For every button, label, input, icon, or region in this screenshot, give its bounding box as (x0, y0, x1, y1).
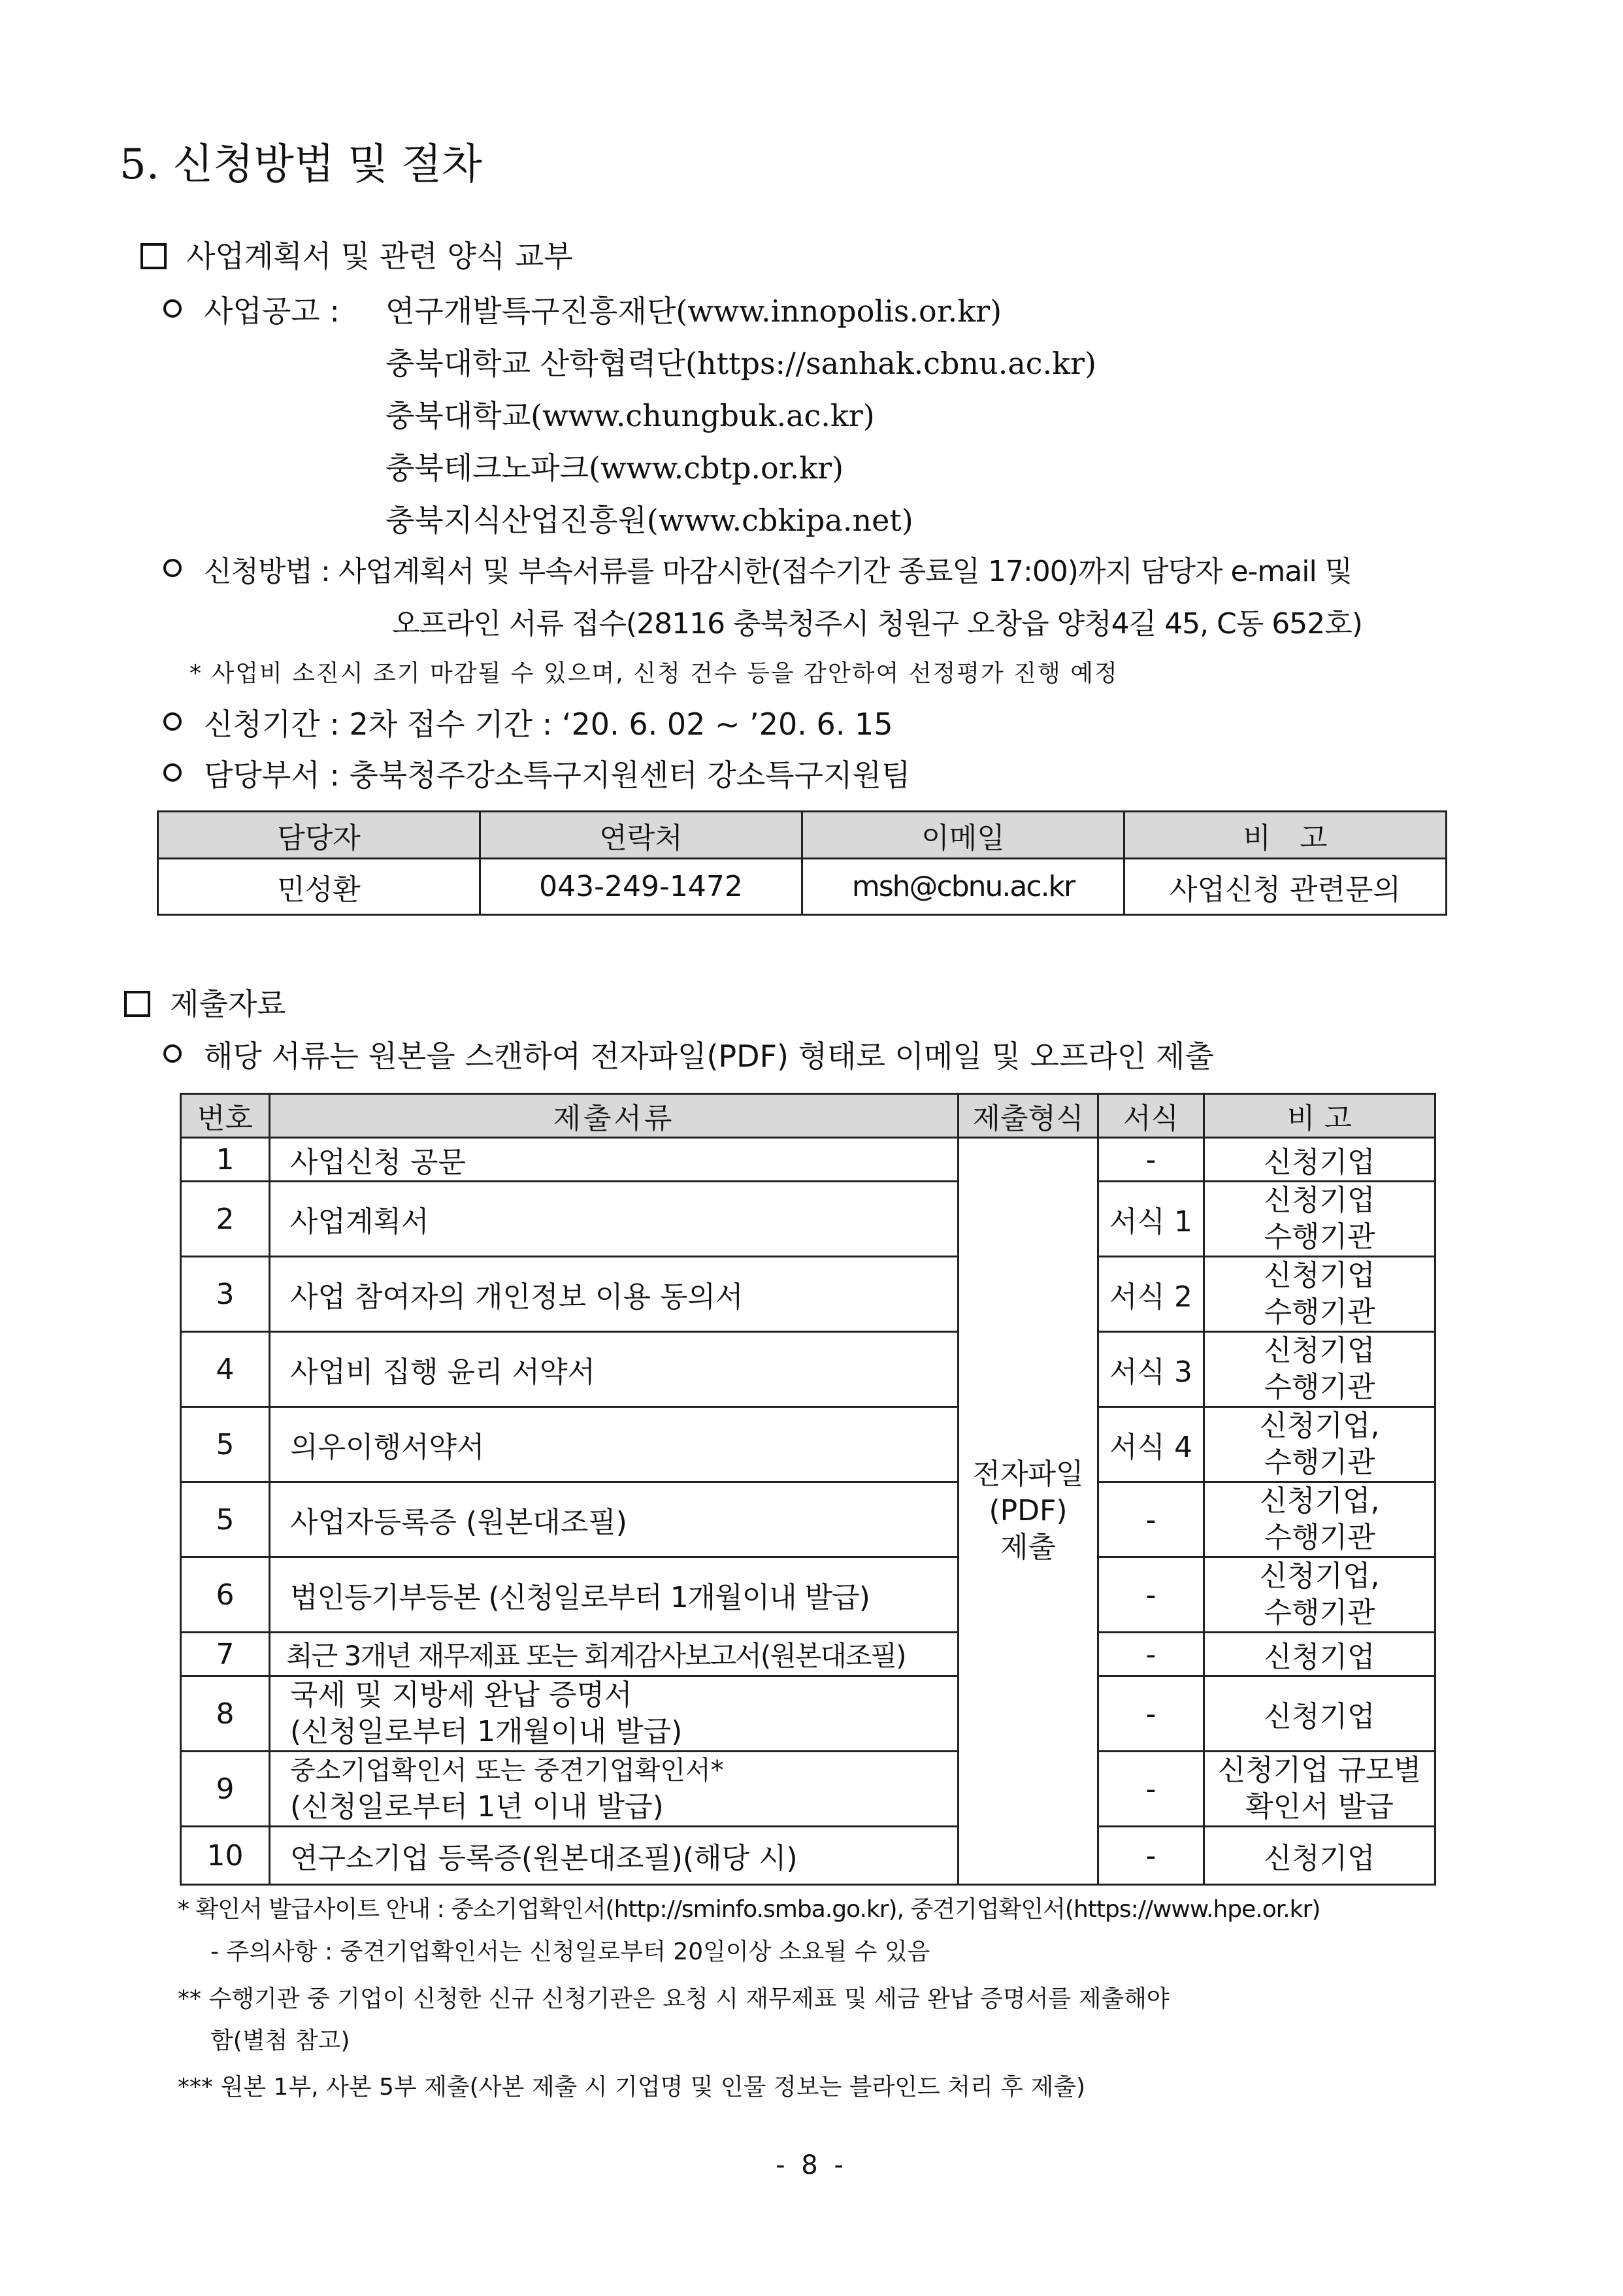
row-note: 신청기업 (1204, 1676, 1435, 1752)
circle-bullet-icon (163, 1044, 182, 1063)
row-form: - (1098, 1633, 1204, 1676)
row-note (1204, 1257, 1435, 1332)
announce-site-1: 연구개발특구진흥재단(www.innopolis.or.kr) (385, 293, 1002, 329)
contact-header-remark: 비 고 (1124, 812, 1447, 859)
row-doc: 최근 3개년 재무제표 또는 회계감사보고서(원본대조필) (270, 1633, 959, 1676)
row-note: 신청기업 (1204, 1633, 1435, 1676)
row-doc (270, 1752, 959, 1827)
row-note (1204, 1407, 1435, 1482)
row-no: 8 (181, 1676, 270, 1752)
note-line: 신청기업, (1259, 1484, 1380, 1518)
contact-person: 민성환 (158, 859, 480, 915)
row-note (1204, 1182, 1435, 1257)
circle-bullet-icon (163, 559, 182, 577)
row-no: 4 (181, 1332, 270, 1407)
contact-table-header (158, 812, 1447, 859)
row-doc: 법인등기부등본 (신청일로부터 1개월이내 발급) (270, 1557, 959, 1633)
header-no: 번호 (181, 1094, 270, 1138)
note-line: 수행기관 (1264, 1220, 1375, 1254)
note-line: 수행기관 (1264, 1446, 1375, 1479)
table-row (181, 1557, 1435, 1633)
contact-remark: 사업신청 관련문의 (1124, 859, 1447, 915)
note-line: 수행기관 (1264, 1371, 1375, 1404)
row-note: 신청기업 (1204, 1827, 1435, 1885)
row-doc: 사업신청 공문 (270, 1138, 959, 1182)
row-form: 서식 1 (1098, 1182, 1204, 1257)
row-no: 10 (181, 1827, 270, 1885)
table-row (181, 1482, 1435, 1557)
submission-table-header (181, 1094, 1435, 1138)
section-title: 5. 신청방법 및 절차 (120, 141, 482, 189)
row-form: - (1098, 1827, 1204, 1885)
checkbox-square-icon (140, 243, 167, 269)
row-note (1204, 1332, 1435, 1407)
table-row (181, 1633, 1435, 1676)
header-note: 비 고 (1204, 1094, 1435, 1138)
row-no: 5 (181, 1482, 270, 1557)
header-doc: 제출서류 (270, 1094, 959, 1138)
contact-table-row (158, 859, 1447, 915)
table-row (181, 1138, 1435, 1182)
row-doc (270, 1676, 959, 1752)
format-line-3: 제출 (1000, 1531, 1056, 1564)
announce-label-line (163, 288, 340, 331)
circle-bullet-icon (163, 299, 182, 318)
note-line: 수행기관 (1264, 1596, 1375, 1629)
row-note: 신청기업 (1204, 1138, 1435, 1182)
contact-header-person: 담당자 (158, 812, 480, 859)
footnote-1: * 확인서 발급사이트 안내 : 중소기업확인서(http://sminfo.smba.go.kr), 중견기업확인서(https://www.hpe.or.kr) (178, 1896, 1320, 1923)
doc-line: 국세 및 지방세 완납 증명서 (290, 1678, 632, 1712)
row-no: 6 (181, 1557, 270, 1633)
row-form: 서식 3 (1098, 1332, 1204, 1407)
announce-site-4: 충북테크노파크(www.cbtp.or.kr) (385, 450, 844, 486)
note-line: 신청기업 (1264, 1334, 1375, 1367)
row-no: 5 (181, 1407, 270, 1482)
row-no: 3 (181, 1257, 270, 1332)
row-no: 9 (181, 1752, 270, 1827)
note-line: 수행기관 (1264, 1521, 1375, 1554)
subsection-heading-submission: 제출자료 (124, 980, 286, 1023)
row-doc: 사업 참여자의 개인정보 이용 동의서 (270, 1257, 959, 1332)
submission-intro: 해당 서류는 원본을 스캔하여 전자파일(PDF) 형태로 이메일 및 오프라인 제출 (163, 1033, 1214, 1076)
footnote-2: - 주의사항 : 중견기업확인서는 신청일로부터 20일이상 소요될 수 있음 (210, 1938, 930, 1965)
page-number: - 8 - (776, 2150, 847, 2180)
table-row (181, 1676, 1435, 1752)
note-line: 신청기업 규모별 (1217, 1754, 1422, 1787)
announce-label: 사업공고 : (204, 293, 340, 329)
row-doc: 연구소기업 등록증(원본대조필)(해당 시) (270, 1827, 959, 1885)
submission-table (180, 1093, 1436, 1886)
contact-table (157, 810, 1447, 916)
footnote-5: *** 원본 1부, 사본 5부 제출(사본 제출 시 기업명 및 인물 정보는 블라인드 처리 후 제출) (178, 2074, 1086, 2101)
subsection-heading-forms (140, 233, 573, 276)
format-line-1: 전자파일 (972, 1457, 1084, 1491)
method-note: * 사업비 소진시 조기 마감될 수 있으며, 신청 건수 등을 감안하여 선정평가 진행 예정 (189, 660, 1119, 687)
dept-line: 담당부서 : 충북청주강소특구지원센터 강소특구지원팀 (163, 752, 910, 795)
contact-phone: 043-249-1472 (480, 859, 802, 915)
footnote-3: ** 수행기관 중 기업이 신청한 신규 신청기관은 요청 시 재무제표 및 세금 완납 증명서를 제출해야 (178, 1986, 1170, 2012)
doc-line: 중소기업확인서 또는 중견기업확인서* (290, 1755, 724, 1786)
note-line: 수행기관 (1264, 1295, 1375, 1329)
contact-header-email: 이메일 (802, 812, 1124, 859)
row-note (1204, 1752, 1435, 1827)
format-merged-cell (959, 1138, 1098, 1885)
row-no: 2 (181, 1182, 270, 1257)
row-form: - (1098, 1138, 1204, 1182)
contact-header-phone: 연락처 (480, 812, 802, 859)
note-line: 신청기업 (1264, 1259, 1375, 1292)
note-line: 신청기업, (1259, 1559, 1380, 1593)
row-note (1204, 1557, 1435, 1633)
header-form: 서식 (1098, 1094, 1204, 1138)
row-doc: 사업계획서 (270, 1182, 959, 1257)
row-form: - (1098, 1557, 1204, 1633)
table-row (181, 1182, 1435, 1257)
table-row (181, 1752, 1435, 1827)
circle-bullet-icon (163, 763, 182, 782)
row-doc: 사업비 집행 윤리 서약서 (270, 1332, 959, 1407)
circle-bullet-icon (163, 712, 182, 731)
table-row (181, 1257, 1435, 1332)
subsection-heading-text: 사업계획서 및 관련 양식 교부 (186, 239, 573, 274)
row-form: - (1098, 1676, 1204, 1752)
method-line-1: 신청방법 : 사업계획서 및 부속서류를 마감시한(접수기간 종료일 17:00)까지 담당자 e-mail 및 (163, 548, 1352, 590)
period-line: 신청기간 : 2차 접수 기간 : ‘20. 6. 02 ~ ’20. 6. 15 (163, 701, 893, 744)
note-line: 신청기업, (1259, 1409, 1380, 1442)
row-note (1204, 1482, 1435, 1557)
table-row (181, 1827, 1435, 1885)
header-format: 제출형식 (959, 1094, 1098, 1138)
format-line-2: (PDF) (989, 1494, 1068, 1527)
footnote-4: 함(별첨 참고) (210, 2027, 350, 2054)
row-form: 서식 2 (1098, 1257, 1204, 1332)
note-line: 확인서 발급 (1245, 1790, 1394, 1823)
row-doc: 사업자등록증 (원본대조필) (270, 1482, 959, 1557)
announce-site-2: 충북대학교 산학협력단(https://sanhak.cbnu.ac.kr) (385, 346, 1096, 381)
checkbox-square-icon (124, 991, 150, 1017)
doc-line: (신청일로부터 1개월이내 발급) (290, 1715, 683, 1748)
row-form: - (1098, 1482, 1204, 1557)
row-no: 7 (181, 1633, 270, 1676)
row-doc: 의우이행서약서 (270, 1407, 959, 1482)
doc-line: (신청일로부터 1년 이내 발급) (290, 1790, 664, 1823)
announce-site-3: 충북대학교(www.chungbuk.ac.kr) (385, 398, 875, 433)
row-no: 1 (181, 1138, 270, 1182)
table-row (181, 1332, 1435, 1407)
row-form: - (1098, 1752, 1204, 1827)
note-line: 신청기업 (1264, 1184, 1375, 1217)
announce-site-5: 충북지식산업진흥원(www.cbkipa.net) (385, 503, 913, 538)
row-form: 서식 4 (1098, 1407, 1204, 1482)
contact-email: msh@cbnu.ac.kr (802, 859, 1124, 915)
table-row (181, 1407, 1435, 1482)
method-line-2: 오프라인 서류 접수(28116 충북청주시 청원구 오창읍 양청4길 45, C동 652호) (392, 607, 1362, 641)
